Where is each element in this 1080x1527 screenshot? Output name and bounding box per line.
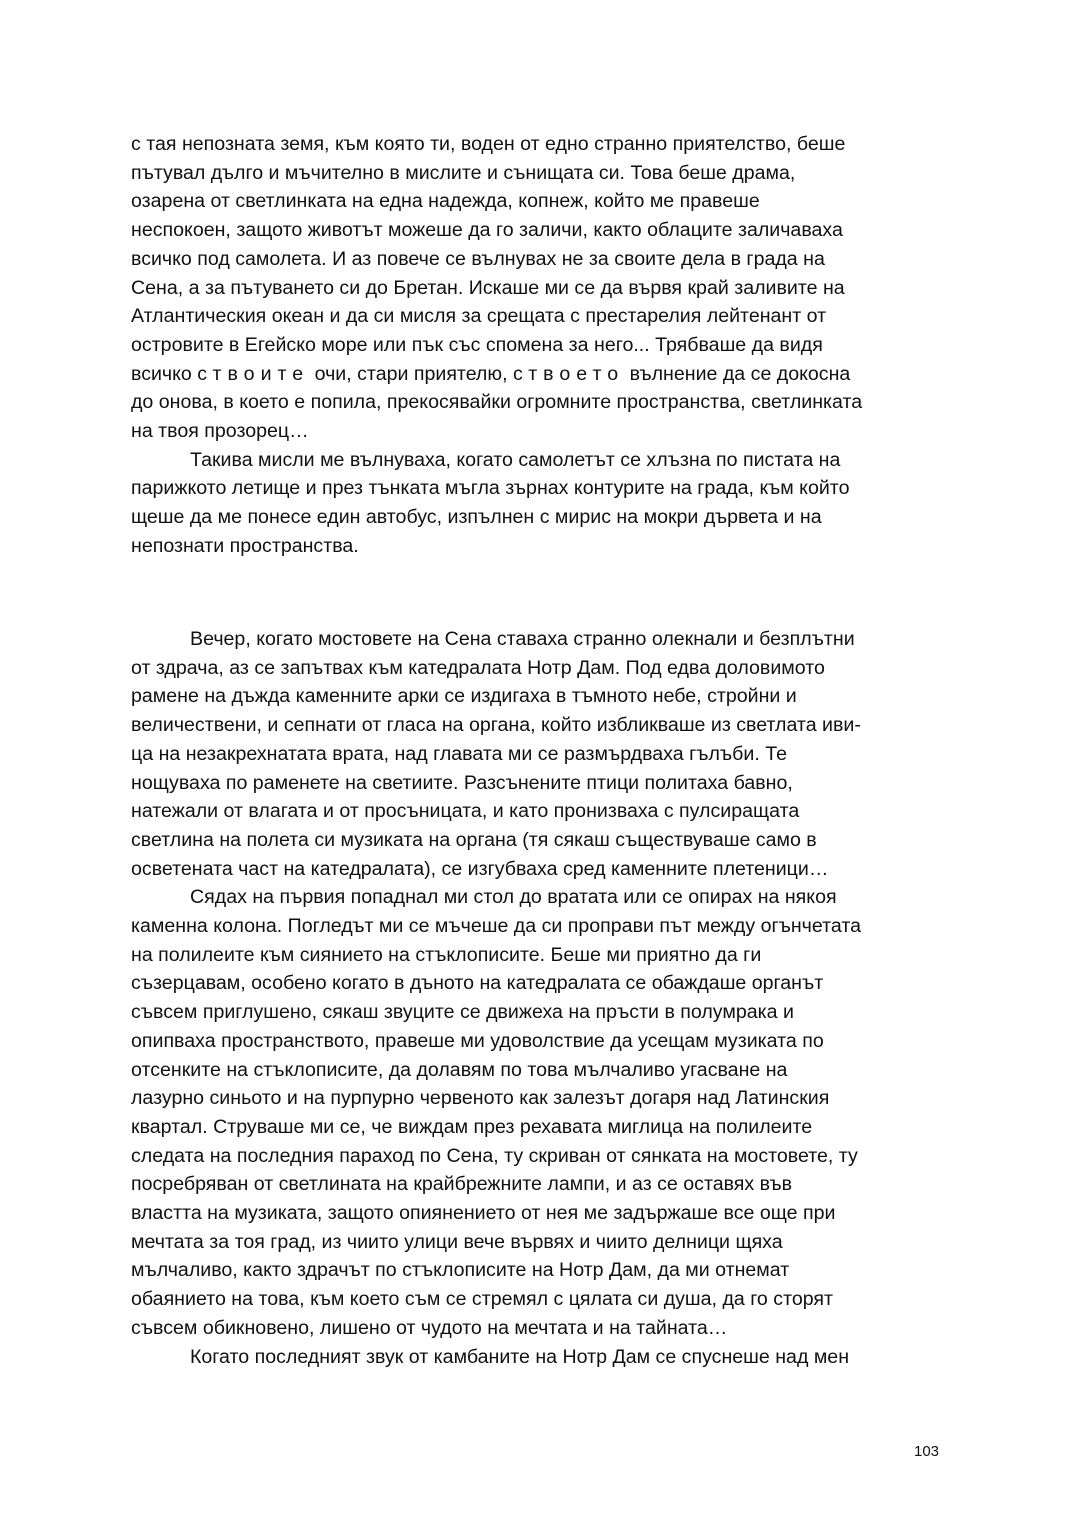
text-line: лазурно синьото и на пурпурно червеното как залезът догаря над Латинския	[131, 1087, 830, 1110]
text-line: Сена, а за пътуването си до Бретан. Искаше ми се да вървя край заливите на	[131, 276, 845, 299]
text-block-first	[131, 130, 961, 561]
text-line: всичко под самолета. И аз повече се вълнувах не за своите дела в града на	[131, 247, 825, 270]
text-line: озарена от светлинката на една надежда, копнеж, който ме правеше	[131, 190, 760, 213]
page-number: 103	[914, 1443, 940, 1460]
text-line: квартал. Струваше ми се, че виждам през рехавата миглица на полилеите	[131, 1115, 813, 1138]
text-line: на твоя прозорец…	[131, 420, 309, 443]
text-line: ца на незакрехнатата врата, над главата ми се размърдваха гълъби. Те	[131, 742, 787, 765]
text-line: величествени, и сепнати от гласа на органа, който избликваше из светлата иви-	[131, 714, 861, 737]
text-line: осветената част на катедралата), се изгубваха сред каменните плетеници…	[131, 857, 829, 880]
text-line: натежали от влагата и от просъницата, и като пронизваха с пулсиращата	[131, 800, 800, 823]
text-line: мълчаливо, както здрачът по стъклописите на Нотр Дам, да ми отнемат	[131, 1259, 790, 1282]
text-line: опипваха пространството, правеше ми удоволствие да усещам музиката по	[131, 1029, 824, 1052]
text-line: на полилеите към сиянието на стъклописите. Беше ми приятно да ги	[131, 943, 762, 966]
text-line: парижкото летище и през тънката мъгла зърнах контурите на града, към който	[131, 477, 850, 500]
text-segment: очи, стари приятелю, с	[309, 362, 529, 385]
text-block-second	[131, 625, 961, 1371]
paragraph-first-line: Вечер, когато мостовете на Сена ставаха странно олекнали и безплътни	[190, 628, 855, 650]
text-line: съвсем приглушено, сякаш звуците се движеха на пръсти в полумрака и	[131, 1001, 794, 1024]
text-line: щеше да ме понесе един автобус, изпълнен с мирис на мокри дървета и на	[131, 506, 822, 529]
text-line: Атлантическия океан и да си мисля за срещата с престарелия лейтенант от	[131, 305, 827, 328]
text-segment: вълнение да се докосна	[624, 362, 851, 385]
text-line: от здрача, аз се запътвах към катедралата Нотр Дам. Под едва доловимото	[131, 656, 825, 679]
paragraph-first-line: Когато последният звук от камбаните на Нотр Дам се спуснеше над мен	[190, 1345, 850, 1368]
text-line: пътувал дълго и мъчително в мислите и сънищата си. Това беше драма,	[131, 161, 796, 184]
text-line: следата на последния параход по Сена, ту скриван от сянката на мостовете, ту	[131, 1144, 858, 1167]
text-segment: всичко с	[131, 362, 213, 385]
text-line: неспокоен, защото животът можеше да го заличи, както облаците заличаваха	[131, 219, 843, 242]
text-line: отсенките на стъклописите, да долавям по това мълчаливо угасване на	[131, 1058, 788, 1081]
text-line: обаянието на това, към което съм се стремял с цялата си душа, да го сторят	[131, 1288, 833, 1311]
text-line: съвсем обикновено, лишено от чудото на мечтата и на тайната…	[131, 1316, 728, 1339]
spaced-word: твоите	[212, 362, 310, 385]
paragraph-first-line: Сядах на първия попаднал ми стол до вратата или се опирах на някоя	[190, 886, 837, 909]
text-line: нощуваха по раменете на светиите. Разсънените птици политаха бавно,	[131, 771, 793, 794]
text-line: мечтата за тоя град, из чиито улици вече вървях и чиито делници щяха	[131, 1230, 783, 1253]
text-line: каменна колона. Погледът ми се мъчеше да си проправи път между огънчетата	[131, 915, 862, 938]
text-line-with-spaced-words	[131, 360, 961, 389]
paragraph-first-line: Такива мисли ме вълнуваха, когато самолетът се хлъзна по пистата на	[190, 448, 841, 471]
text-line: светлина на полета си музиката на органа (тя сякаш съществуваше само в	[131, 828, 817, 851]
text-line: с тая непозната земя, към която ти, воден от едно странно приятелство, беше	[131, 133, 846, 155]
text-line: съзерцавам, особено когато в дъното на катедралата се обаждаше органът	[131, 972, 824, 995]
text-line: рамене на дъжда каменните арки се издигаха в тъмното небе, стройни и	[131, 685, 797, 708]
text-line: до онова, в което е попила, прекосявайки огромните пространства, светлинката	[131, 391, 863, 414]
spaced-word: твоето	[528, 362, 625, 385]
text-line: посребряван от светлината на крайбрежните лампи, и аз се оставях във	[131, 1173, 793, 1196]
text-line: островите в Егейско море или пък със спомена за него... Трябваше да видя	[131, 333, 823, 356]
text-line: непознати пространства.	[131, 534, 359, 557]
text-line: властта на музиката, защото опиянението от нея ме задържаше все още при	[131, 1202, 836, 1225]
